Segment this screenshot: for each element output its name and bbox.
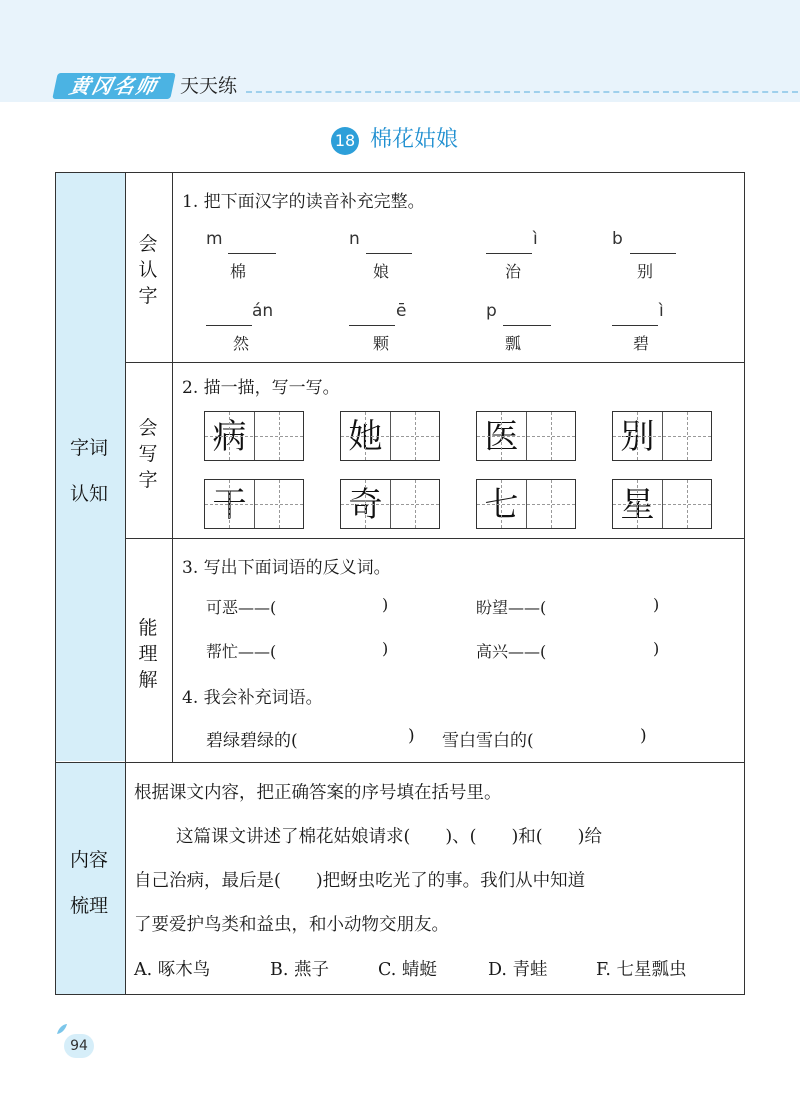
category-label-line1: 字词	[70, 437, 109, 459]
trace-char: 干	[212, 485, 247, 525]
lesson-title: 棉花姑娘	[370, 127, 459, 152]
writing-grid[interactable]	[476, 411, 576, 461]
writing-grid[interactable]	[612, 411, 712, 461]
pinyin-blank[interactable]	[228, 253, 276, 254]
fill-word-close: )	[408, 726, 415, 746]
content-paragraph-line: 了要爱护鸟类和益虫，和小动物交朋友。	[134, 915, 449, 935]
question-1: 1. 把下面汉字的读音补充完整。	[182, 192, 425, 212]
pinyin-char: 别	[636, 262, 653, 281]
writing-grid[interactable]	[204, 479, 304, 529]
category-cell-content-review	[56, 763, 126, 994]
trace-char: 医	[484, 417, 519, 457]
writing-grid[interactable]	[612, 479, 712, 529]
pinyin-hint: án	[252, 301, 274, 321]
antonym-prompt: 高兴——(	[476, 642, 547, 661]
row-divider	[126, 538, 744, 539]
page-number: 94	[64, 1034, 94, 1058]
antonym-prompt: 帮忙——(	[206, 642, 277, 661]
category-label-line2: 梳理	[70, 895, 109, 917]
pinyin-blank[interactable]	[503, 325, 551, 326]
answer-option: D. 青蛙	[488, 960, 548, 980]
pinyin-hint: ē	[396, 301, 407, 321]
pinyin-hint: p	[486, 301, 497, 321]
answer-option: C. 蜻蜓	[378, 960, 437, 980]
content-paragraph-line: 这篇课文讲述了棉花姑娘请求( )、( )和( )给	[176, 827, 602, 847]
column-divider	[172, 173, 173, 762]
antonym-prompt: 可恶——(	[206, 598, 277, 617]
question-4: 4. 我会补充词语。	[182, 688, 323, 708]
pinyin-blank[interactable]	[612, 325, 658, 326]
pinyin-char: 娘	[372, 262, 389, 281]
pinyin-char: 然	[232, 334, 249, 353]
antonym-prompt: 盼望——(	[476, 598, 547, 617]
content-instruction: 根据课文内容，把正确答案的序号填在括号里。	[134, 783, 502, 803]
pinyin-hint: b	[612, 229, 623, 249]
pinyin-char: 碧	[632, 334, 649, 353]
lesson-number-badge: 18	[331, 127, 359, 155]
pinyin-hint: ì	[533, 229, 538, 249]
answer-option: A. 啄木鸟	[134, 960, 211, 980]
pinyin-blank[interactable]	[486, 253, 532, 254]
pinyin-blank[interactable]	[349, 325, 395, 326]
trace-char: 病	[212, 417, 247, 457]
pinyin-char: 颗	[372, 334, 389, 353]
trace-char: 别	[620, 417, 655, 457]
antonym-close: )	[382, 639, 389, 658]
question-2: 2. 描一描，写一写。	[182, 378, 340, 398]
writing-grid[interactable]	[204, 411, 304, 461]
pinyin-blank[interactable]	[630, 253, 676, 254]
section-label-read: 会认字	[138, 233, 158, 307]
pinyin-char: 瓢	[504, 334, 521, 353]
exercise-table	[55, 172, 745, 995]
row-divider	[126, 362, 744, 363]
category-cell-word-cognition	[56, 173, 126, 761]
pinyin-char: 治	[504, 262, 521, 281]
fill-word-close: )	[640, 726, 647, 746]
pinyin-hint: m	[206, 229, 223, 249]
section-label-write: 会写字	[138, 417, 158, 491]
answer-option: B. 燕子	[270, 960, 329, 980]
trace-char: 她	[348, 417, 383, 457]
fill-word-prompt: 碧绿碧绿的(	[206, 731, 298, 751]
brand-subtitle: 天天练	[180, 75, 238, 97]
writing-grid[interactable]	[340, 411, 440, 461]
fill-word-prompt: 雪白雪白的(	[442, 731, 534, 751]
pinyin-char: 棉	[229, 262, 246, 281]
antonym-close: )	[382, 595, 389, 614]
header-divider	[246, 91, 798, 93]
trace-char: 星	[620, 485, 655, 525]
antonym-close: )	[653, 639, 660, 658]
pinyin-hint: ì	[659, 301, 664, 321]
column-divider	[125, 173, 126, 994]
content-paragraph-line: 自己治病，最后是( )把蚜虫吃光了的事。我们从中知道	[134, 871, 586, 891]
trace-char: 奇	[348, 485, 383, 525]
pinyin-hint: n	[349, 229, 360, 249]
question-3: 3. 写出下面词语的反义词。	[182, 558, 391, 578]
antonym-close: )	[653, 595, 660, 614]
row-divider	[56, 762, 744, 763]
category-label-line1: 内容	[70, 849, 109, 871]
writing-grid[interactable]	[340, 479, 440, 529]
leaf-icon	[55, 1022, 69, 1036]
brand-logo: 黄冈名师	[52, 73, 176, 99]
pinyin-blank[interactable]	[206, 325, 252, 326]
category-label-line2: 认知	[70, 483, 109, 505]
pinyin-blank[interactable]	[366, 253, 412, 254]
answer-option: F. 七星瓢虫	[596, 960, 687, 980]
writing-grid[interactable]	[476, 479, 576, 529]
section-label-understand: 能理解	[138, 617, 158, 691]
trace-char: 七	[484, 485, 519, 525]
